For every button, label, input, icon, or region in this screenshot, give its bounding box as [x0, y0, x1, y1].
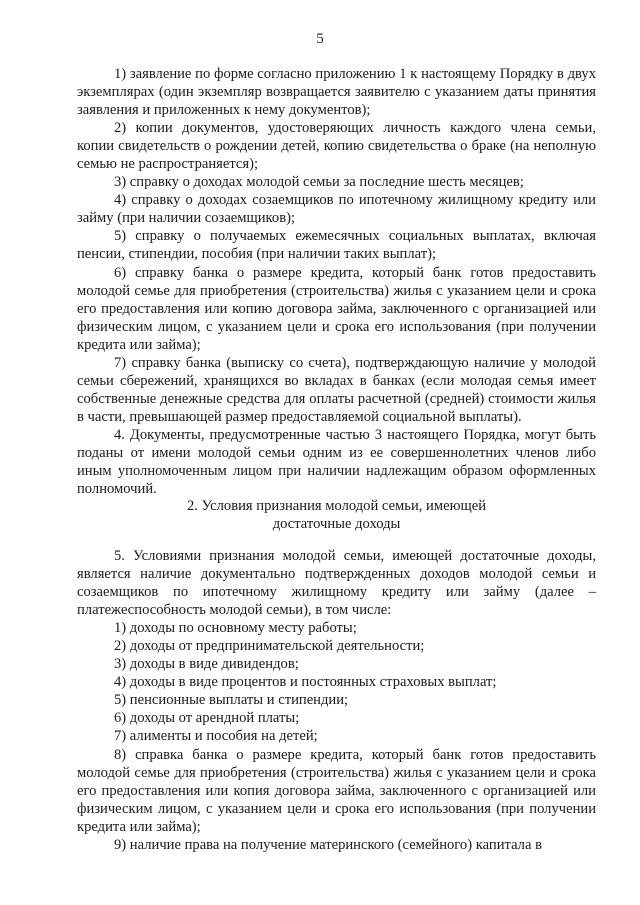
paragraph-conditions: 5. Условиями признания молодой семьи, имеющей достаточные доходы, является наличие документально подтвержденных доходов молодой семьи и созаемщиков по ипотечному жилищному кредиту или займу (далее – платежеспособность молодой семьи), в том числе:: [77, 548, 596, 619]
list-item-identity-copies: 2) копии документов, удостоверяющих личность каждого члена семьи, копии свидетельств о рождении детей, копию свидетельства о браке (на неполную семью не распространяется);: [77, 120, 596, 173]
list-item-social-payments: 5) справку о получаемых ежемесячных социальных выплатах, включая пенсии, стипендии, пособия (при наличии таких выплат);: [77, 228, 596, 263]
list-item-income-certificate: 3) справку о доходах молодой семьи за последние шесть месяцев;: [114, 174, 524, 191]
list-item-bank-statement: 7) справку банка (выписку со счета), подтверждающую наличие у молодой семьи сбережений, хранящихся во вкладах в банках (если молодая семья имеет собственные денежные средства для оплаты расчетной (средней) стоимости жилья в части, превышающей размер предоставляемой социальной выплаты).: [77, 354, 596, 425]
list-item-coborrower-income: 4) справку о доходах созаемщиков по ипотечному жилищному кредиту или займу (при наличии созаемщиков);: [77, 192, 596, 227]
income-conditions-list: [77, 547, 596, 854]
list-item-main-work-income: 1) доходы по основному месту работы;: [114, 620, 357, 637]
list-item-dividends: 3) доходы в виде дивидендов;: [114, 656, 299, 673]
list-item-alimony: 7) алименты и пособия на детей;: [114, 728, 318, 745]
list-item-rent-income: 6) доходы от арендной платы;: [114, 710, 300, 727]
section-heading: [77, 497, 596, 533]
list-item-pensions: 5) пенсионные выплаты и стипендии;: [114, 692, 349, 709]
list-item-application: 1) заявление по форме согласно приложению 1 к настоящему Порядку в двух экземплярах (один экземпляр возвращается заявителю с указанием даты принятия заявления и приложенных к нему документов);: [77, 66, 596, 119]
paragraph-submission: 4. Документы, предусмотренные частью 3 настоящего Порядка, могут быть поданы от имени молодой семьи одним из ее совершеннолетних членов либо иным уполномоченным лицом при наличии надлежащим образом оформленных полномочий.: [77, 426, 596, 498]
list-item-bank-credit: 6) справку банка о размере кредита, который банк готов предоставить молодой семье для приобретения (строительства) жилья с указанием цели и срока его предоставления или копию договора займа, заключенного с организацией или физическим лицом, с указанием цели и срока его использования (при получении кредита или займа);: [77, 264, 596, 353]
list-item-maternity-capital: 9) наличие права на получение материнского (семейного) капитала в: [114, 836, 542, 853]
list-item-business-income: 2) доходы от предпринимательской деятельности;: [114, 638, 425, 655]
document-list-top: [77, 65, 596, 498]
section-heading-line2: достаточные доходы: [272, 516, 401, 532]
list-item-interest-insurance: 4) доходы в виде процентов и постоянных страховых выплат;: [114, 674, 497, 691]
page-number: 5: [316, 31, 324, 47]
section-heading-line1: 2. Условия признания молодой семьи, имеющей: [187, 498, 486, 514]
list-item-bank-credit-certificate: 8) справка банка о размере кредита, который банк готов предоставить молодой семье для приобретения (строительства) жилья с указанием цели и срока его предоставления или копия договора займа, заключенного с организацией или физическим лицом, с указанием цели и срока его использования (при получении кредита или займа);: [77, 746, 596, 835]
